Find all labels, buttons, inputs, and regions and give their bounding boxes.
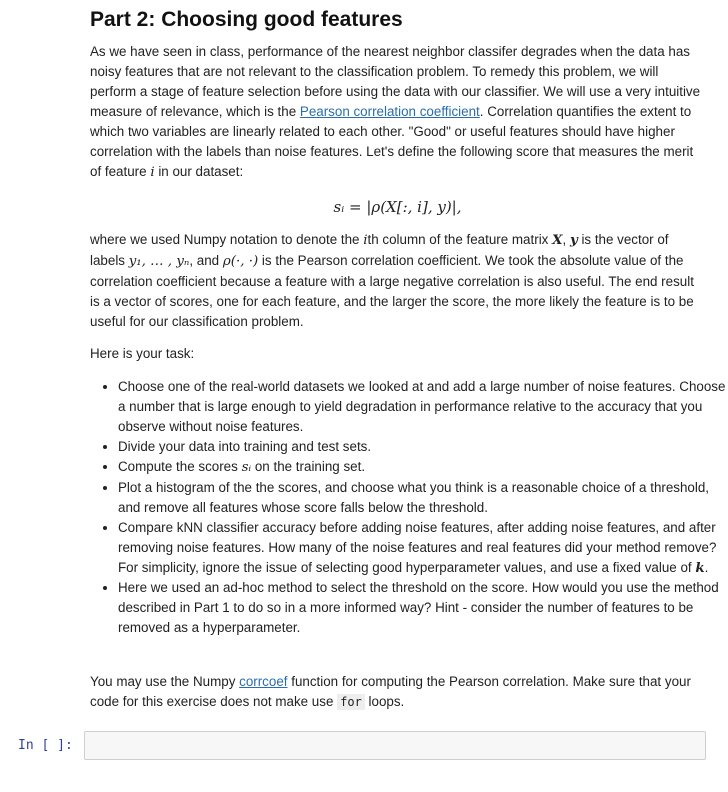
corrcoef-text: You may use the Numpy [90, 674, 240, 689]
cell-input-prompt: In [ ]: [18, 738, 73, 753]
inline-code-for: for [337, 694, 365, 710]
task-list [90, 377, 728, 638]
list-item-text-2: . [704, 560, 709, 575]
list-item: • Divide your data into training and test sets. [118, 437, 728, 457]
math-labels: y₁, … , yₙ [128, 254, 190, 269]
notation-text-2: th column of the feature matrix [367, 232, 553, 247]
notation-paragraph [90, 230, 705, 332]
pearson-correlation-link[interactable]: Pearson correlation coefficient [299, 104, 480, 119]
math-vector-y: y [569, 232, 578, 248]
math-var-k: k [695, 560, 705, 576]
corrcoef-link[interactable]: corrcoef [239, 674, 288, 689]
notation-text-3: , [562, 232, 570, 247]
intro-text-2: . Correlation quantifies the extent to which two variables are linearly related to each other. "Good" or useful features should have higher correlation with the labels than noise features. Let's define the following score that measures the merit of feature [90, 104, 694, 179]
task-heading: Here is your task: [90, 346, 195, 361]
math-rho: ρ(·, ·) [222, 254, 259, 269]
notation-text-5: , and [189, 253, 223, 268]
code-cell-input[interactable] [84, 731, 706, 760]
list-item [118, 518, 728, 578]
intro-text-3: in our dataset: [154, 164, 244, 179]
corrcoef-text-3: loops. [364, 694, 405, 709]
math-score: sᵢ [241, 460, 252, 475]
markdown-cell[interactable] [90, 0, 726, 709]
list-item: • Choose one of the real-world datasets we looked at and add a large number of noise features. Choose a number that is large enough to yield degradation in performance relative to the accuracy that you observe without noise features. [118, 377, 728, 437]
list-item: • Here we used an ad-hoc method to select the threshold on the score. How would you use the method described in Part 1 to do so in a more informed way? Hint - consider the number of features to be removed as a hyperparameter. [118, 578, 728, 638]
notation-text-4: is the vector of labels [90, 232, 669, 268]
intro-paragraph [90, 42, 705, 183]
list-item-text: Compute the scores [118, 459, 242, 474]
section-title: Part 2: Choosing good features [90, 8, 403, 31]
list-item: • Plot a histogram of the the scores, and choose what you think is a reasonable choice of a threshold, and remove all features whose score falls below the threshold. [118, 478, 728, 518]
list-item [118, 457, 728, 478]
intro-text: As we have seen in class, performance of the nearest neighbor classifer degrades when the data has noisy features that are not relevant to the classification problem. To remedy this problem, we will perform a stage of feature selection before using the data with our classifier. We will use a very intuitive measure of relevance, which is the [90, 44, 701, 119]
math-matrix-x: X [552, 232, 563, 248]
corrcoef-paragraph [90, 672, 705, 712]
list-item-text-2: on the training set. [251, 459, 366, 474]
corrcoef-text-2: function for computing the Pearson correlation. Make sure that your code for this exercise does not make use [90, 674, 691, 709]
list-item-text: Compare kNN classifier accuracy before adding noise features, after adding noise features, and after removing noise features. How many of the noise features and real features did your method remove? For simplicity, ignore the issue of selecting good hyperparameter values, and use a fixed value of [118, 520, 717, 575]
notation-text-6: is the Pearson correlation coefficient. We took the absolute value of the correlation coefficient because a feature with a large negative correlation is also useful. The end result is a vector of scores, one for each feature, and the larger the score, the more likely the feature is to be useful for our classification problem. [90, 253, 694, 329]
math-var-i: i [150, 165, 155, 180]
math-var-i: i [363, 233, 368, 248]
notation-text: where we used Numpy notation to denote the [90, 232, 364, 247]
score-formula: sᵢ = |ρ(X[:, i], y)|, [333, 198, 462, 216]
